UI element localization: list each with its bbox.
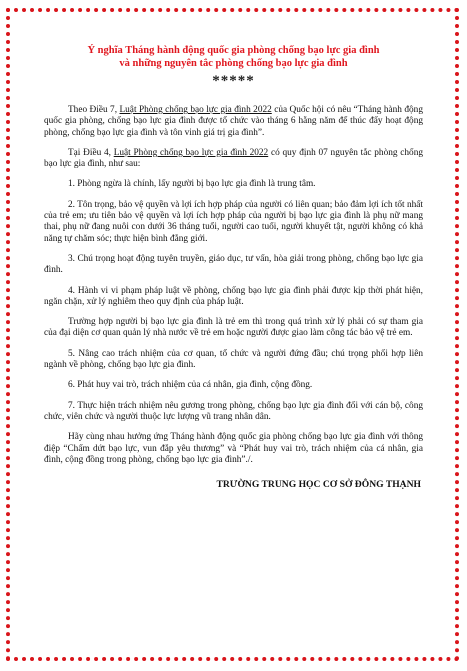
principle-6: 6. Phát huy vai trò, trách nhiệm của cá nhân, gia đình, cộng đồng.	[68, 380, 313, 391]
principle-4-note: Trường hợp người bị bạo lực gia đình là trẻ em thì trong quá trình xử lý phải có sự tham gia của đại diện cơ quan quản lý nhà nước về trẻ em hoặc người được giao làm công tác bảo vệ trẻ em.	[44, 317, 423, 339]
article4-prefix: Tại Điều 4,	[68, 147, 114, 158]
law-link-text: Luật Phòng chống bạo lực gia đình 2022	[119, 105, 272, 115]
principle-5: 5. Nâng cao trách nhiệm của cơ quan, tổ chức và người đứng đầu; chú trọng phối hợp liên ngành về phòng, chống bạo lực gia đình.	[44, 348, 423, 371]
article4-paragraph	[44, 148, 423, 171]
principle-3: 3. Chú trọng hoạt động tuyên truyền, giáo dục, tư vấn, hòa giải trong phòng, chống bạo lực gia đình.	[44, 253, 423, 276]
title-line-2: và những nguyên tắc phòng chống bạo lực gia đình	[119, 58, 348, 69]
law-link-text: Luật Phòng chống bạo lực gia đình 2022	[113, 147, 269, 158]
intro-paragraph	[44, 105, 423, 139]
closing-paragraph: Hãy cùng nhau hưởng ứng Tháng hành động quốc gia phòng chống bạo lực gia đình với thông điệp “Chấm dứt bạo lực, vun đắp yêu thương” và “Phát huy vai trò, trách nhiệm của cá nhân, gia đình, cộng đồng trong phòng, chống bạo lực gia đình”./.	[44, 432, 423, 465]
principle-2: 2. Tôn trọng, bảo vệ quyền và lợi ích hợp pháp của người có liên quan; bảo đảm lợi ích tốt nhất của trẻ em; ưu tiên bảo vệ quyền và lợi ích hợp pháp của người bị bạo lực gia đình là phụ nữ mang thai, phụ nữ đang nuôi con dưới 36 tháng tuổi, người cao tuổi, người khuyết tật, người không có khả năng tự chăm sóc; thực hiện bình đẳng giới.	[44, 199, 423, 244]
school-signature: TRƯỜNG TRUNG HỌC CƠ SỞ ĐÔNG THẠNH	[216, 479, 421, 491]
stars-divider: *****	[212, 73, 255, 89]
document-body	[44, 44, 423, 490]
principle-1: 1. Phòng ngừa là chính, lấy người bị bạo lực gia đình là trung tâm.	[68, 179, 316, 190]
principle-4: 4. Hành vi vi phạm pháp luật về phòng, chống bạo lực gia đình phải được kịp thời phát hiện, ngăn chặn, xử lý nghiêm theo quy định của pháp luật.	[44, 285, 423, 307]
principle-7: 7. Thực hiện trách nhiệm nêu gương trong phòng, chống bạo lực gia đình đối với cán bộ, công chức, viên chức và người thuộc lực lượng vũ trang nhân dân.	[44, 400, 423, 422]
title-line-1: Ý nghĩa Tháng hành động quốc gia phòng chống bạo lực gia đình	[87, 45, 380, 56]
intro-suffix: của Quốc hội có nêu “Tháng hành động quốc gia phòng, chống bạo lực gia đình được tổ chức vào tháng 6 hằng năm để thúc đẩy hoạt động phòng, chống bạo lực gia đình và tôn vinh giá trị gia đình”.	[44, 105, 423, 138]
article4-suffix: có quy định 07 nguyên tắc phòng chống bạo lực gia đình, như sau:	[44, 147, 424, 170]
intro-prefix: Theo Điều 7,	[68, 105, 120, 115]
document-title	[44, 44, 423, 70]
